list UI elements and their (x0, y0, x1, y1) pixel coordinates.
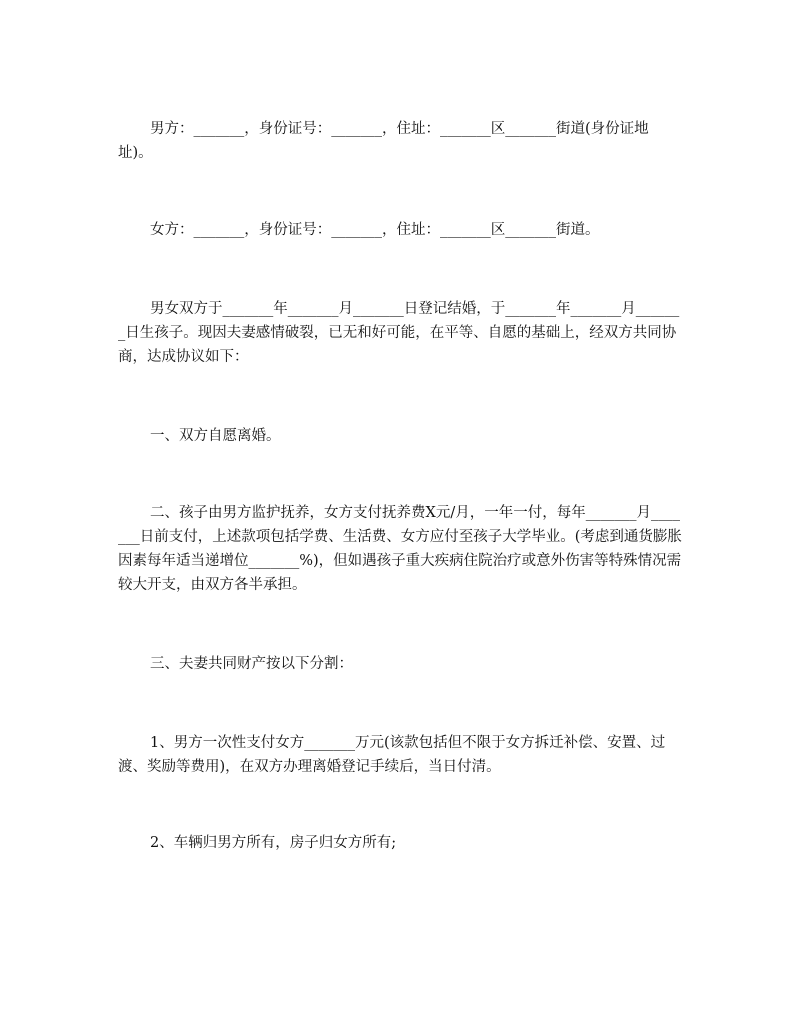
paragraph-clause-2-child-support: 二、孩子由男方监护抚养，女方支付抚养费X元/月，一年一付，每年_______月_______日前支付，上述款项包括学费、生活费、女方应付至孩子大学毕业。(考虑到通货膨胀因素每年适当递增位_______%)，但如遇孩子重大疾病住院治疗或意外伤害等特殊情况需较大开支，由双方各半承担。 (118, 505, 682, 593)
paragraph-property-item-2: 2、车辆归男方所有，房子归女方所有; (150, 835, 397, 851)
paragraph-clause-1: 一、双方自愿离婚。 (150, 428, 281, 444)
paragraph-parties-female: 女方：_______，身份证号：_______，住址：_______区_______街道。 (150, 222, 600, 238)
paragraph-clause-3-property: 三、夫妻共同财产按以下分割： (150, 656, 353, 672)
paragraph-property-item-1: 1、男方一次性支付女方_______万元(该款包括但不限于女方拆迁补偿、安置、过渡、奖励等费用)，在双方办理离婚登记手续后，当日付清。 (118, 735, 666, 775)
paragraph-marriage-info: 男女双方于_______年_______月_______日登记结婚，于_______年_______月_______日生孩子。现因夫妻感情破裂，已无和好可能，在平等、自愿的基础上，经双方共同协商，达成协议如下： (118, 301, 680, 365)
paragraph-parties-male: 男方：_______，身份证号：_______，住址：_______区_______街道(身份证地址)。 (118, 121, 649, 161)
